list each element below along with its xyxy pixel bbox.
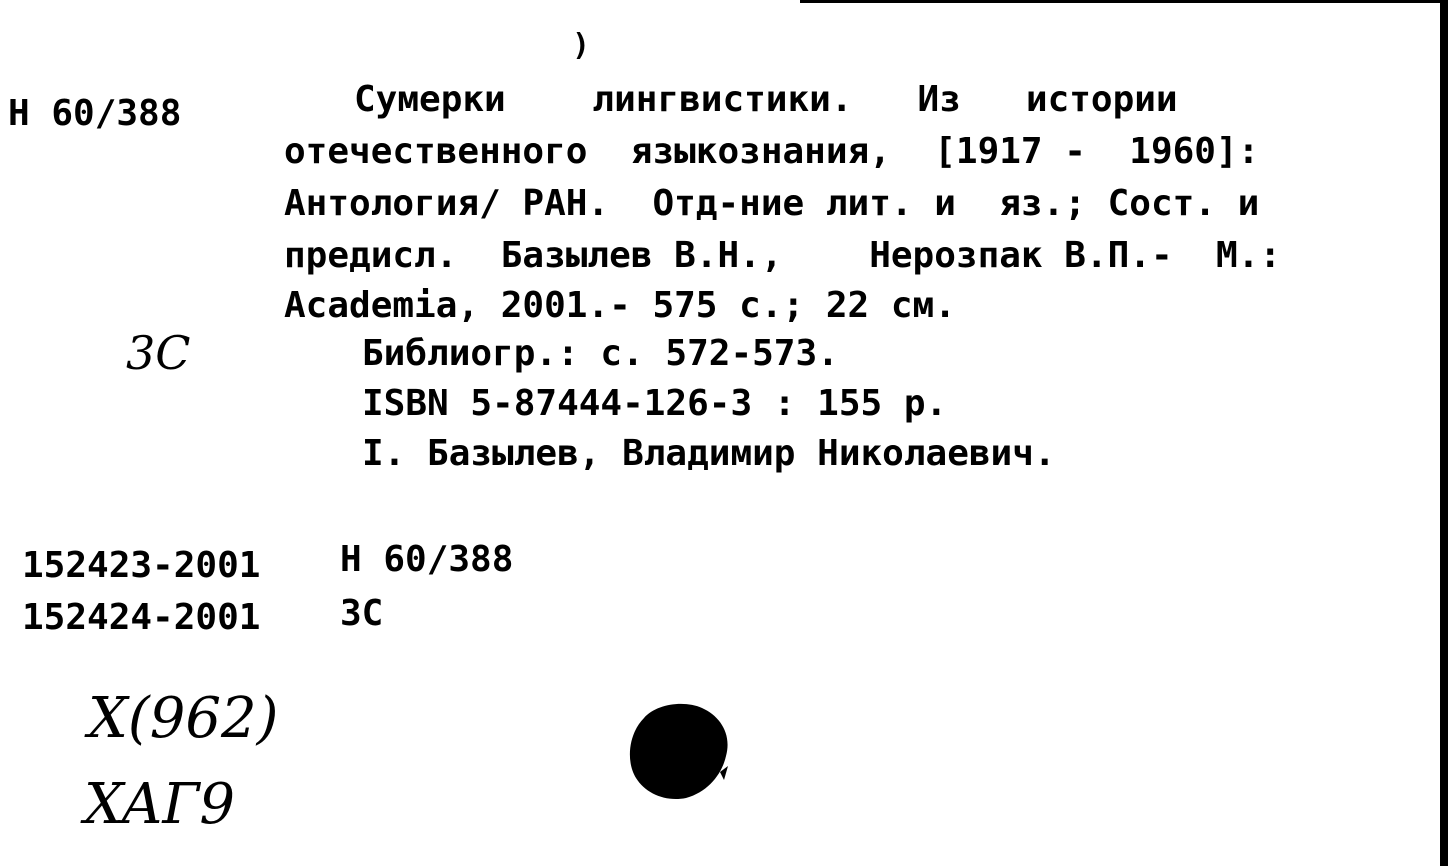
added-entry: I. Базылев, Владимир Николаевич. xyxy=(362,433,1056,474)
title-line-1: Сумерки лингвистики. Из истории xyxy=(354,79,1178,120)
card-right-edge xyxy=(1440,0,1448,866)
title-line-2: отечественного языкознания, [1917 - 1960]: xyxy=(284,131,1260,172)
handwritten-code-1: X(962) xyxy=(88,686,279,751)
ink-blot xyxy=(624,700,730,800)
handwritten-code-2: XAГ9 xyxy=(84,772,236,837)
inventory-number-2: 152424-2001 xyxy=(22,597,261,638)
handwritten-location-note: 3С xyxy=(126,326,191,380)
title-line-4: предисл. Базылев В.Н., Нерозпак В.П.- М.: xyxy=(284,235,1281,276)
inventory-location-2: 3С xyxy=(340,593,384,634)
card-top-border xyxy=(800,0,1448,3)
inventory-number-1: 152423-2001 xyxy=(22,545,261,586)
punch-mark: ) xyxy=(572,28,591,63)
isbn-price: ISBN 5-87444-126-3 : 155 р. xyxy=(362,383,948,424)
bibliography-note: Библиогр.: с. 572-573. xyxy=(362,333,839,374)
inventory-location-1: Н 60/388 xyxy=(340,539,514,580)
title-line-3: Антология/ РАН. Отд-ние лит. и яз.; Сост. и xyxy=(284,183,1260,224)
imprint-line: Academia, 2001.- 575 с.; 22 см. xyxy=(284,285,956,326)
shelfmark: Н 60/388 xyxy=(8,93,182,134)
